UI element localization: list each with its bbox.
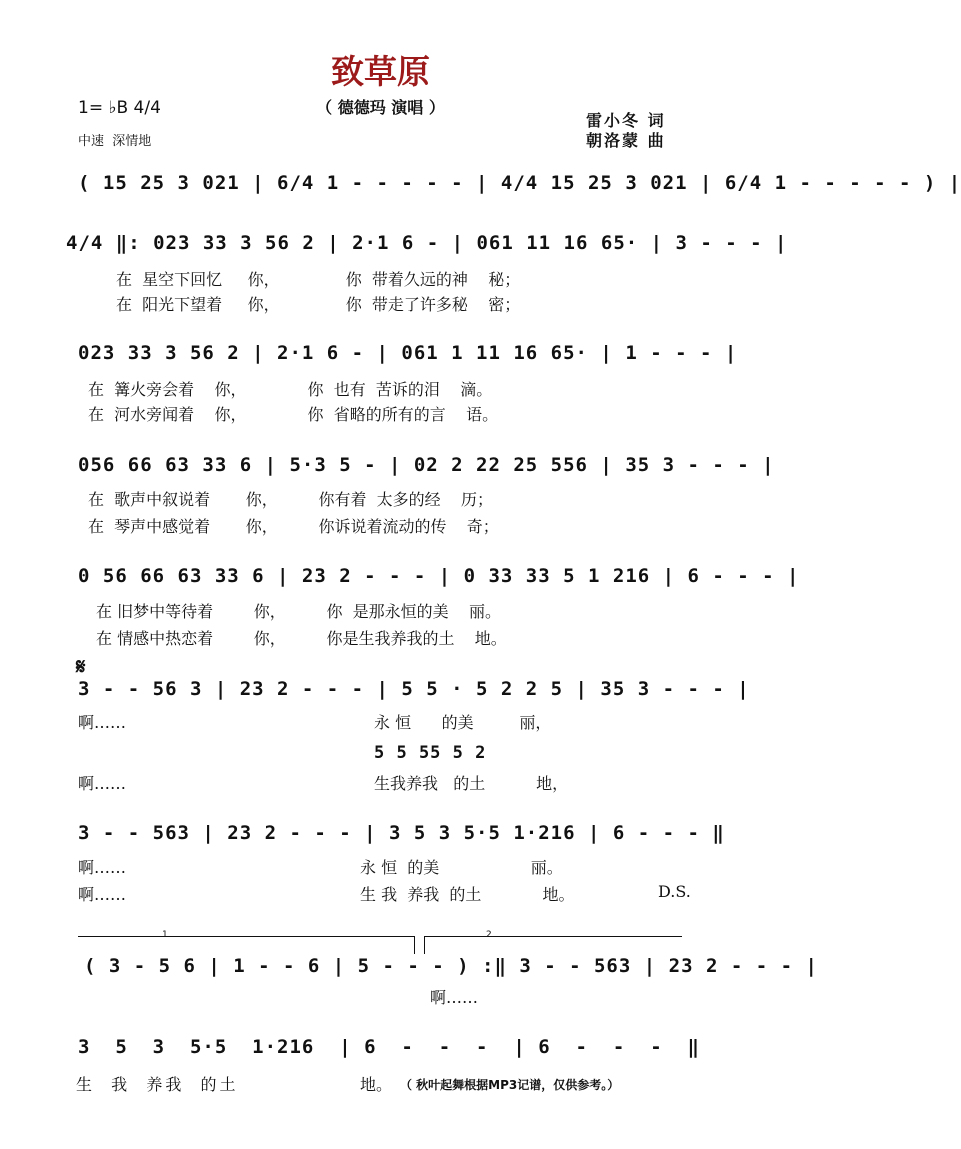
- lyric-row-2-verse-2: 在 阳光下望着 你， 你 带走了许多秘 密；: [116, 295, 521, 314]
- volta-bracket-1-end: [414, 936, 415, 954]
- lyric-row-7-d: 生 我 养我 的土 地。: [360, 885, 575, 904]
- lyric-row-7-c: 啊……: [78, 885, 127, 904]
- notation-row-9: 3 5 3 5·5 1·216 | 6 - - - | 6 - - - ‖: [78, 1036, 700, 1058]
- lyricist-credit: 雷小冬 词: [586, 111, 666, 130]
- volta-number-2: 2: [486, 930, 492, 940]
- lyric-row-6-c: 啊……: [78, 774, 127, 793]
- notation-row-6: 3 - - 56 3 | 23 2 - - - | 5 5 · 5 2 2 5 | 35 3 - - - |: [78, 678, 750, 700]
- lyric-row-9-b: 地。: [360, 1075, 393, 1094]
- notation-row-4: 056 66 63 33 6 | 5·3 5 - | 02 2 22 25 556 | 35 3 - - - |: [78, 454, 775, 476]
- lyric-row-3-verse-1: 在 篝火旁会着 你， 你 也有 苦诉的泪 滴。: [88, 380, 493, 399]
- notation-row-7: 3 - - 563 | 23 2 - - - | 3 5 3 5·5 1·216 | 6 - - - ‖: [78, 822, 725, 844]
- volta-bracket-2-start: [424, 936, 425, 954]
- notation-row-8: ( 3 - 5 6 | 1 - - 6 | 5 - - - ) :‖ 3 - - 563 | 23 2 - - - |: [84, 955, 818, 977]
- lyric-row-2-verse-1: 在 星空下回忆 你， 你 带着久远的神 秘；: [116, 270, 521, 289]
- lyric-row-6-b: 永 恒 的美 丽，: [374, 713, 552, 732]
- volta-number-1: 1: [162, 930, 168, 940]
- segno-sign: 𝄋: [76, 655, 86, 680]
- key-signature: 1= ♭B 4/4: [78, 98, 161, 118]
- volta-bracket-2: [424, 936, 682, 937]
- lyric-row-6-d: 生我养我 的土 地，: [374, 774, 569, 793]
- lyric-row-9-a: 生 我 养我 的土: [76, 1075, 239, 1094]
- notation-row-3: 023 33 3 56 2 | 2·1 6 - | 061 1 11 16 65· | 1 - - - |: [78, 342, 738, 364]
- lyric-row-7-a: 啊……: [78, 858, 127, 877]
- notation-row-6-alt: 5 5 55 5 2: [374, 743, 487, 763]
- lyric-row-4-verse-2: 在 琴声中感觉着 你， 你诉说着流动的传 奇；: [88, 517, 499, 536]
- performer: （ 德德玛 演唱 ）: [316, 98, 445, 117]
- composer-credit: 朝洛蒙 曲: [586, 131, 666, 150]
- lyric-row-4-verse-1: 在 歌声中叙说着 你， 你有着 太多的经 历；: [88, 490, 493, 509]
- tempo-marking: 中速 深情地: [78, 134, 152, 149]
- notation-row-5: 0 56 66 63 33 6 | 23 2 - - - | 0 33 33 5 1 216 | 6 - - - |: [78, 565, 800, 587]
- transcription-note: （ 秋叶起舞根据MP3记谱，仅供参考。）: [400, 1078, 620, 1092]
- volta-bracket-1: [78, 936, 414, 937]
- lyric-row-5-verse-2: 在 情感中热恋着 你， 你是生我养我的土 地。: [96, 629, 507, 648]
- notation-row-1: ( 15 25 3 021 | 6/4 1 - - - - - | 4/4 15 25 3 021 | 6/4 1 - - - - - ) |: [78, 172, 961, 194]
- dal-segno-marking: D.S.: [658, 882, 691, 901]
- lyric-row-3-verse-2: 在 河水旁闻着 你， 你 省略的所有的言 语。: [88, 405, 499, 424]
- lyric-row-7-b: 永 恒 的美 丽。: [360, 858, 563, 877]
- song-title: 致草原: [331, 52, 430, 91]
- notation-row-2: 4/4 ‖: 023 33 3 56 2 | 2·1 6 - | 061 11 16 65· | 3 - - - |: [66, 232, 788, 254]
- lyric-row-8: 啊……: [430, 988, 479, 1007]
- lyric-row-6-a: 啊……: [78, 713, 127, 732]
- lyric-row-5-verse-1: 在 旧梦中等待着 你， 你 是那永恒的美 丽。: [96, 602, 501, 621]
